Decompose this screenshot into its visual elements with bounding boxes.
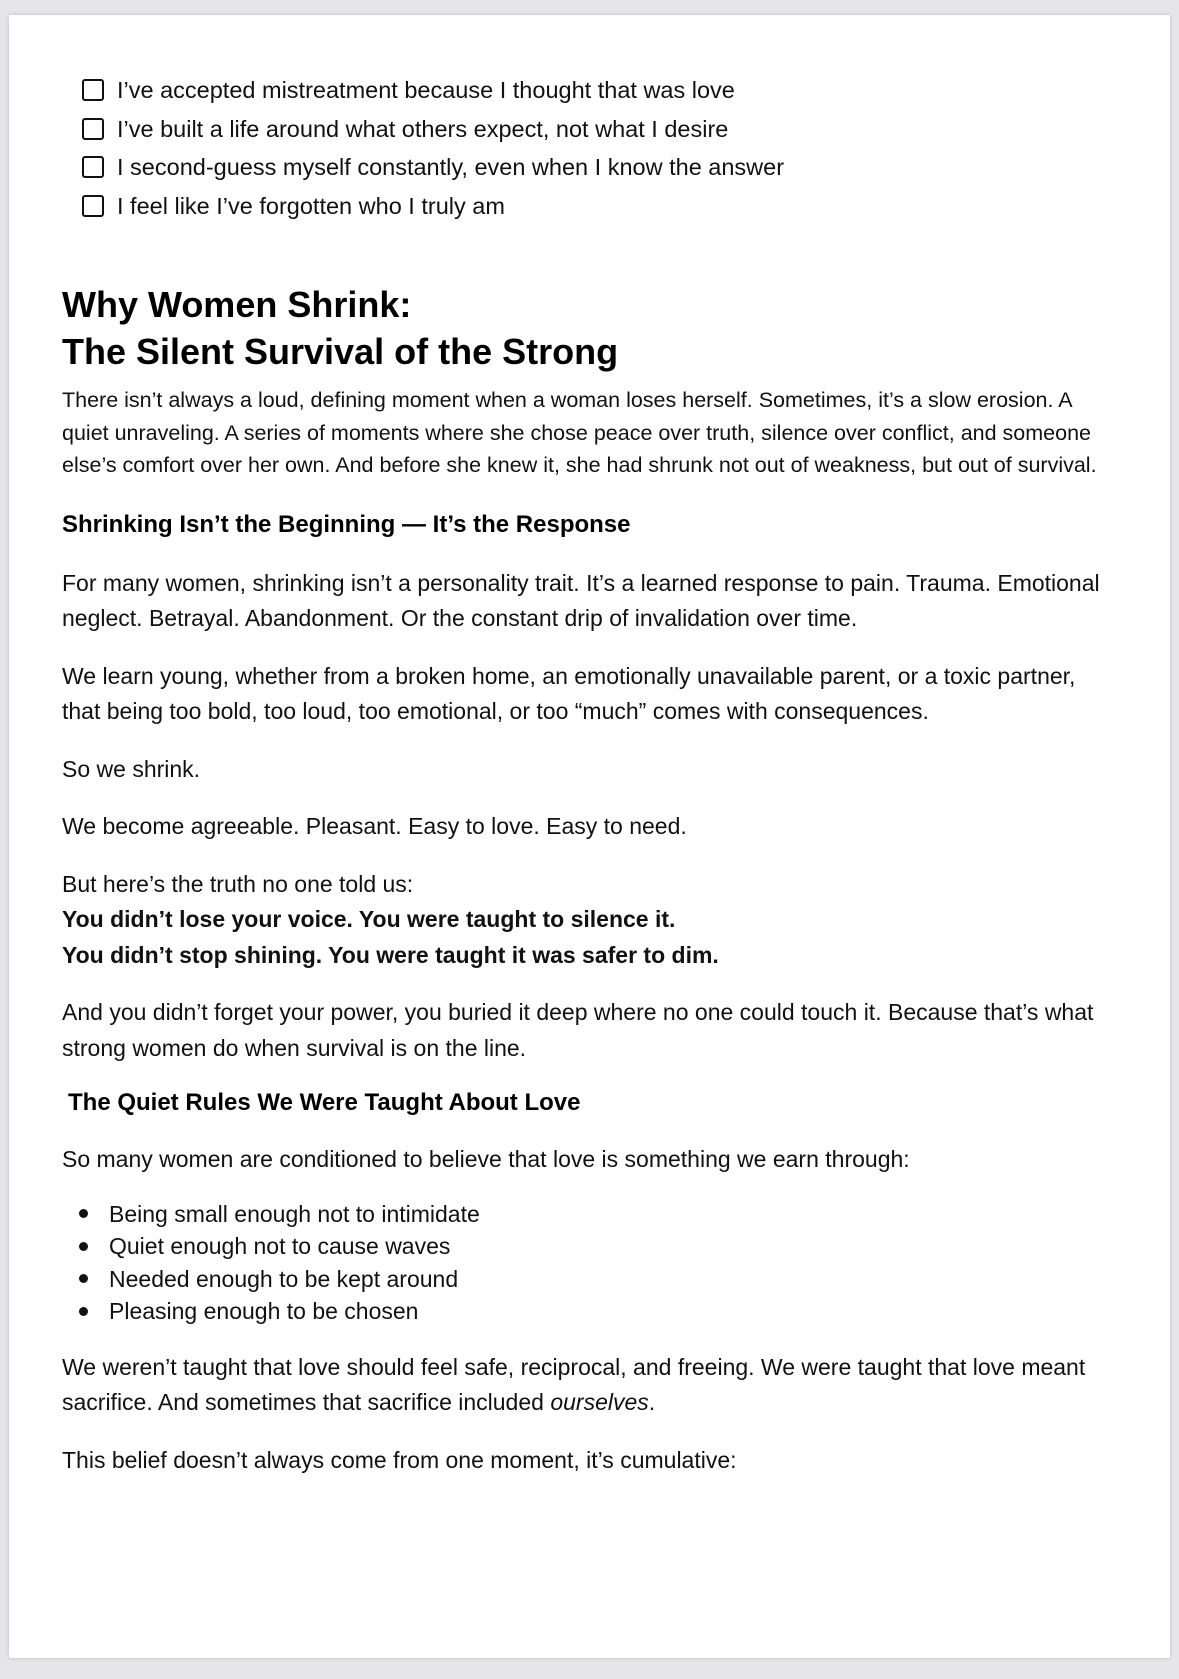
checklist-item-label: I feel like I’ve forgotten who I truly am bbox=[117, 192, 505, 219]
list-item-label: Quiet enough not to cause waves bbox=[109, 1233, 451, 1259]
bold-statement: You didn’t lose your voice. You were taught to silence it. bbox=[62, 906, 676, 932]
bullet-icon bbox=[79, 1209, 88, 1218]
list-item bbox=[79, 1230, 1120, 1263]
checkbox-icon[interactable] bbox=[82, 118, 104, 140]
section-heading-quiet-rules: The Quiet Rules We Were Taught About Love bbox=[68, 1089, 581, 1116]
bullet-icon bbox=[79, 1274, 88, 1283]
intro-paragraph: There isn’t always a loud, defining moment when a woman loses herself. Sometimes, it’s a slow erosion. A quiet unraveling. A series of moments where she chose peace over truth, silence over conflict, and someone else’s comfort over her own. And before she knew it, she had shrunk not out of weakness, but out of survival. bbox=[62, 388, 1097, 477]
checklist-item-label: I’ve built a life around what others expect, not what I desire bbox=[117, 115, 729, 142]
page-title-line2: The Silent Survival of the Strong bbox=[62, 331, 619, 372]
list-item bbox=[79, 1198, 1120, 1231]
paragraph: This belief doesn’t always come from one moment, it’s cumulative: bbox=[62, 1446, 737, 1473]
list-item bbox=[79, 1295, 1120, 1328]
checklist-item bbox=[82, 148, 1120, 187]
paragraph: So we shrink. bbox=[62, 755, 201, 782]
paragraph: We learn young, whether from a broken home, an emotionally unavailable parent, or a toxic partner, that being too bold, too loud, too emotional, or too “much” comes with consequences. bbox=[62, 662, 1076, 724]
checkbox-icon[interactable] bbox=[82, 195, 104, 217]
checklist-item-label: I second-guess myself constantly, even when I know the answer bbox=[117, 154, 785, 180]
checklist-item bbox=[82, 110, 1120, 149]
page-title bbox=[62, 281, 1120, 375]
checkbox-icon[interactable] bbox=[82, 156, 104, 178]
document-page bbox=[9, 15, 1170, 1658]
list-item-label: Needed enough to be kept around bbox=[109, 1265, 459, 1292]
paragraph: For many women, shrinking isn’t a personality trait. It’s a learned response to pain. Trauma. Emotional neglect. Betrayal. Abandonment. Or the constant drip of invalidation over time. bbox=[62, 569, 1100, 631]
checklist-item bbox=[82, 71, 1120, 110]
bullet-icon bbox=[79, 1307, 88, 1316]
checkbox-icon[interactable] bbox=[82, 79, 104, 101]
paragraph: We become agreeable. Pleasant. Easy to love. Easy to need. bbox=[62, 813, 687, 839]
paragraph bbox=[62, 1350, 1120, 1421]
paragraph: So many women are conditioned to believe that love is something we earn through: bbox=[62, 1146, 910, 1172]
checklist-item-label: I’ve accepted mistreatment because I thought that was love bbox=[117, 77, 735, 103]
paragraph: But here’s the truth no one told us: bbox=[62, 870, 414, 897]
page-title-line1: Why Women Shrink: bbox=[62, 284, 412, 325]
list-item-label: Pleasing enough to be chosen bbox=[109, 1298, 419, 1324]
bold-statement: You didn’t stop shining. You were taught it was safer to dim. bbox=[62, 941, 719, 968]
text-run: . bbox=[648, 1389, 656, 1415]
text-run: We weren’t taught that love should feel safe, reciprocal, and freeing. We were taught that love meant sacrifice. And sometimes that sacrifice included bbox=[62, 1353, 1086, 1415]
list-item bbox=[79, 1263, 1120, 1296]
list-item-label: Being small enough not to intimidate bbox=[109, 1200, 480, 1227]
checklist bbox=[62, 71, 1120, 225]
emphasis-text: ourselves bbox=[550, 1389, 649, 1415]
section-heading-shrinking: Shrinking Isn’t the Beginning — It’s the Response bbox=[62, 510, 631, 538]
checklist-item bbox=[82, 187, 1120, 226]
paragraph: And you didn’t forget your power, you buried it deep where no one could touch it. Because that’s what strong women do when survival is on the line. bbox=[62, 999, 1094, 1061]
bullet-list bbox=[62, 1198, 1120, 1328]
bullet-icon bbox=[79, 1242, 88, 1251]
